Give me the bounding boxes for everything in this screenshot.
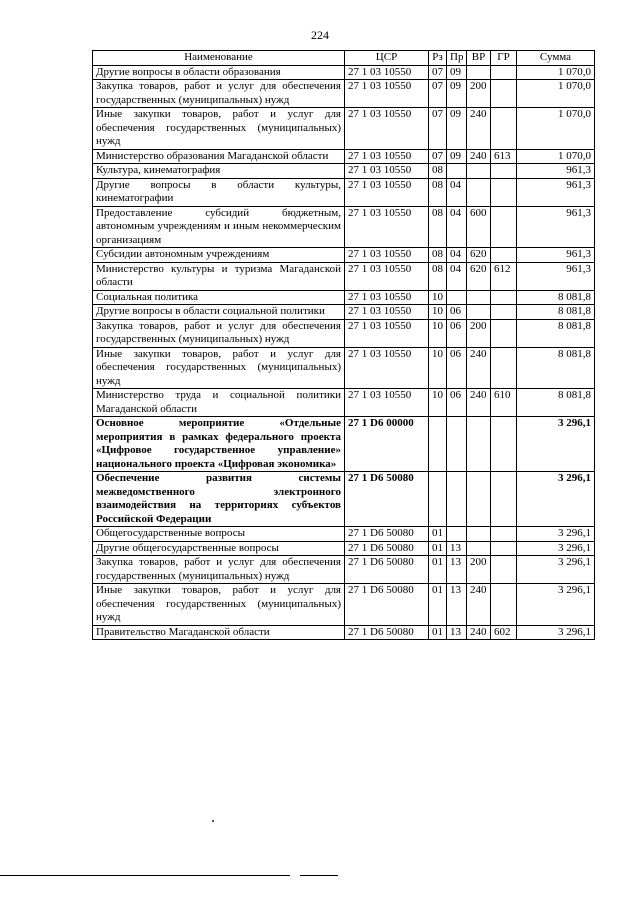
cell-vr — [467, 541, 491, 556]
cell-csr: 27 1 D6 00000 — [345, 417, 429, 472]
cell-pr: 09 — [447, 108, 467, 150]
scan-speck — [212, 820, 214, 822]
cell-pr: 09 — [447, 65, 467, 80]
cell-pr: 06 — [447, 319, 467, 347]
cell-rz: 08 — [429, 206, 447, 248]
table-row — [93, 248, 595, 263]
cell-rz: 10 — [429, 347, 447, 389]
cell-csr: 27 1 03 10550 — [345, 389, 429, 417]
cell-sum: 3 296,1 — [517, 527, 595, 542]
cell-name: Иные закупки товаров, работ и услуг для обеспечения государственных (муниципальных) нужд — [93, 108, 345, 150]
cell-pr — [447, 527, 467, 542]
cell-name: Закупка товаров, работ и услуг для обеспечения государственных (муниципальных) нужд — [93, 556, 345, 584]
cell-gr — [491, 305, 517, 320]
cell-sum: 8 081,8 — [517, 389, 595, 417]
cell-sum: 3 296,1 — [517, 584, 595, 626]
cell-vr — [467, 417, 491, 472]
cell-csr: 27 1 03 10550 — [345, 80, 429, 108]
cell-vr: 240 — [467, 149, 491, 164]
cell-pr: 13 — [447, 556, 467, 584]
cell-vr — [467, 164, 491, 179]
cell-gr — [491, 319, 517, 347]
table-row — [93, 65, 595, 80]
header-vr: ВР — [467, 51, 491, 66]
cell-vr — [467, 290, 491, 305]
cell-rz: 08 — [429, 178, 447, 206]
cell-gr — [491, 164, 517, 179]
cell-pr: 13 — [447, 584, 467, 626]
cell-pr — [447, 290, 467, 305]
cell-csr: 27 1 03 10550 — [345, 290, 429, 305]
cell-vr — [467, 527, 491, 542]
cell-sum: 961,3 — [517, 164, 595, 179]
cell-csr: 27 1 03 10550 — [345, 347, 429, 389]
cell-vr — [467, 305, 491, 320]
cell-vr: 600 — [467, 206, 491, 248]
cell-gr — [491, 347, 517, 389]
cell-gr — [491, 206, 517, 248]
cell-sum: 3 296,1 — [517, 417, 595, 472]
header-gr: ГР — [491, 51, 517, 66]
cell-rz: 07 — [429, 149, 447, 164]
table-row — [93, 319, 595, 347]
cell-name: Социальная политика — [93, 290, 345, 305]
cell-pr: 06 — [447, 389, 467, 417]
cell-rz: 10 — [429, 319, 447, 347]
cell-pr: 04 — [447, 206, 467, 248]
cell-sum: 961,3 — [517, 206, 595, 248]
cell-pr: 04 — [447, 178, 467, 206]
cell-pr: 13 — [447, 625, 467, 640]
cell-name: Субсидии автономным учреждениям — [93, 248, 345, 263]
cell-sum: 1 070,0 — [517, 80, 595, 108]
cell-csr: 27 1 03 10550 — [345, 164, 429, 179]
cell-rz: 07 — [429, 80, 447, 108]
cell-rz — [429, 472, 447, 527]
cell-csr: 27 1 03 10550 — [345, 206, 429, 248]
cell-sum: 3 296,1 — [517, 556, 595, 584]
cell-name: Закупка товаров, работ и услуг для обеспечения государственных (муниципальных) нужд — [93, 80, 345, 108]
cell-vr: 620 — [467, 262, 491, 290]
cell-rz: 01 — [429, 584, 447, 626]
header-csr: ЦСР — [345, 51, 429, 66]
table-row — [93, 556, 595, 584]
cell-name: Основное мероприятие «Отдельные мероприятия в рамках федерального проекта «Цифровое государственное управление» национального проекта «Цифровая экономика» — [93, 417, 345, 472]
cell-sum: 8 081,8 — [517, 319, 595, 347]
cell-gr — [491, 527, 517, 542]
cell-name: Другие общегосударственные вопросы — [93, 541, 345, 556]
cell-sum: 8 081,8 — [517, 347, 595, 389]
header-name: Наименование — [93, 51, 345, 66]
cell-vr: 200 — [467, 319, 491, 347]
header-sum: Сумма — [517, 51, 595, 66]
table-row — [93, 305, 595, 320]
table-row — [93, 290, 595, 305]
cell-csr: 27 1 D6 50080 — [345, 584, 429, 626]
cell-name: Министерство образования Магаданской области — [93, 149, 345, 164]
table-header-row — [93, 51, 595, 66]
cell-sum: 1 070,0 — [517, 65, 595, 80]
cell-csr: 27 1 03 10550 — [345, 178, 429, 206]
cell-csr: 27 1 D6 50080 — [345, 527, 429, 542]
cell-gr — [491, 178, 517, 206]
cell-gr: 602 — [491, 625, 517, 640]
cell-sum: 961,3 — [517, 248, 595, 263]
cell-sum: 961,3 — [517, 262, 595, 290]
budget-table — [92, 50, 595, 640]
cell-sum: 1 070,0 — [517, 108, 595, 150]
cell-csr: 27 1 03 10550 — [345, 262, 429, 290]
header-rz: Рз — [429, 51, 447, 66]
table-row — [93, 389, 595, 417]
table-row — [93, 80, 595, 108]
cell-sum: 961,3 — [517, 178, 595, 206]
cell-vr: 200 — [467, 80, 491, 108]
table-row — [93, 625, 595, 640]
cell-pr: 09 — [447, 80, 467, 108]
table-body — [93, 65, 595, 640]
cell-pr — [447, 164, 467, 179]
cell-vr: 240 — [467, 584, 491, 626]
cell-name: Другие вопросы в области образования — [93, 65, 345, 80]
table-row — [93, 527, 595, 542]
cell-sum: 8 081,8 — [517, 305, 595, 320]
cell-rz: 10 — [429, 290, 447, 305]
cell-csr: 27 1 D6 50080 — [345, 541, 429, 556]
cell-gr — [491, 417, 517, 472]
cell-sum: 8 081,8 — [517, 290, 595, 305]
cell-rz: 01 — [429, 625, 447, 640]
cell-vr — [467, 65, 491, 80]
cell-gr — [491, 108, 517, 150]
cell-rz: 01 — [429, 541, 447, 556]
cell-vr — [467, 472, 491, 527]
cell-pr: 06 — [447, 305, 467, 320]
cell-rz: 10 — [429, 305, 447, 320]
cell-gr: 610 — [491, 389, 517, 417]
table-row — [93, 149, 595, 164]
table-row — [93, 206, 595, 248]
cell-rz: 07 — [429, 108, 447, 150]
cell-csr: 27 1 03 10550 — [345, 305, 429, 320]
cell-rz: 01 — [429, 556, 447, 584]
cell-pr: 04 — [447, 248, 467, 263]
table-row — [93, 472, 595, 527]
cell-pr: 13 — [447, 541, 467, 556]
cell-vr: 200 — [467, 556, 491, 584]
cell-gr — [491, 290, 517, 305]
cell-gr: 612 — [491, 262, 517, 290]
cell-name: Предоставление субсидий бюджетным, автономным учреждениям и иным некоммерческим организациям — [93, 206, 345, 248]
cell-csr: 27 1 D6 50080 — [345, 625, 429, 640]
cell-pr: 09 — [447, 149, 467, 164]
cell-gr — [491, 248, 517, 263]
table-row — [93, 108, 595, 150]
table-row — [93, 178, 595, 206]
cell-gr — [491, 584, 517, 626]
cell-name: Обеспечение развития системы межведомственного электронного взаимодействия на территориях субъектов Российской Федерации — [93, 472, 345, 527]
cell-csr: 27 1 D6 50080 — [345, 556, 429, 584]
table-row — [93, 262, 595, 290]
cell-vr: 240 — [467, 347, 491, 389]
cell-vr: 240 — [467, 625, 491, 640]
cell-name: Министерство труда и социальной политики Магаданской области — [93, 389, 345, 417]
cell-rz: 01 — [429, 527, 447, 542]
cell-sum: 3 296,1 — [517, 541, 595, 556]
cell-name: Правительство Магаданской области — [93, 625, 345, 640]
cell-gr — [491, 541, 517, 556]
cell-csr: 27 1 03 10550 — [345, 65, 429, 80]
table-row — [93, 541, 595, 556]
cell-gr — [491, 65, 517, 80]
cell-pr: 04 — [447, 262, 467, 290]
cell-name: Другие вопросы в области культуры, кинематографии — [93, 178, 345, 206]
cell-csr: 27 1 D6 50080 — [345, 472, 429, 527]
cell-rz — [429, 417, 447, 472]
footer-rule — [0, 875, 290, 876]
cell-csr: 27 1 03 10550 — [345, 319, 429, 347]
table-row — [93, 347, 595, 389]
cell-sum: 3 296,1 — [517, 472, 595, 527]
cell-name: Культура, кинематография — [93, 164, 345, 179]
header-pr: Пр — [447, 51, 467, 66]
cell-gr: 613 — [491, 149, 517, 164]
cell-name: Иные закупки товаров, работ и услуг для обеспечения государственных (муниципальных) нужд — [93, 347, 345, 389]
cell-name: Иные закупки товаров, работ и услуг для обеспечения государственных (муниципальных) нужд — [93, 584, 345, 626]
cell-rz: 08 — [429, 248, 447, 263]
cell-vr: 620 — [467, 248, 491, 263]
cell-vr: 240 — [467, 108, 491, 150]
cell-csr: 27 1 03 10550 — [345, 149, 429, 164]
cell-vr — [467, 178, 491, 206]
cell-name: Другие вопросы в области социальной политики — [93, 305, 345, 320]
cell-rz: 10 — [429, 389, 447, 417]
cell-gr — [491, 472, 517, 527]
table-row — [93, 417, 595, 472]
cell-sum: 1 070,0 — [517, 149, 595, 164]
cell-sum: 3 296,1 — [517, 625, 595, 640]
cell-rz: 07 — [429, 65, 447, 80]
cell-gr — [491, 80, 517, 108]
cell-rz: 08 — [429, 164, 447, 179]
cell-csr: 27 1 03 10550 — [345, 248, 429, 263]
cell-vr: 240 — [467, 389, 491, 417]
cell-gr — [491, 556, 517, 584]
cell-pr: 06 — [447, 347, 467, 389]
footer-rule-short — [300, 875, 338, 876]
cell-pr — [447, 417, 467, 472]
cell-name: Закупка товаров, работ и услуг для обеспечения государственных (муниципальных) нужд — [93, 319, 345, 347]
cell-csr: 27 1 03 10550 — [345, 108, 429, 150]
table-row — [93, 164, 595, 179]
cell-name: Министерство культуры и туризма Магаданской области — [93, 262, 345, 290]
cell-name: Общегосударственные вопросы — [93, 527, 345, 542]
cell-pr — [447, 472, 467, 527]
table-row — [93, 584, 595, 626]
cell-rz: 08 — [429, 262, 447, 290]
page-number: 224 — [311, 28, 329, 42]
